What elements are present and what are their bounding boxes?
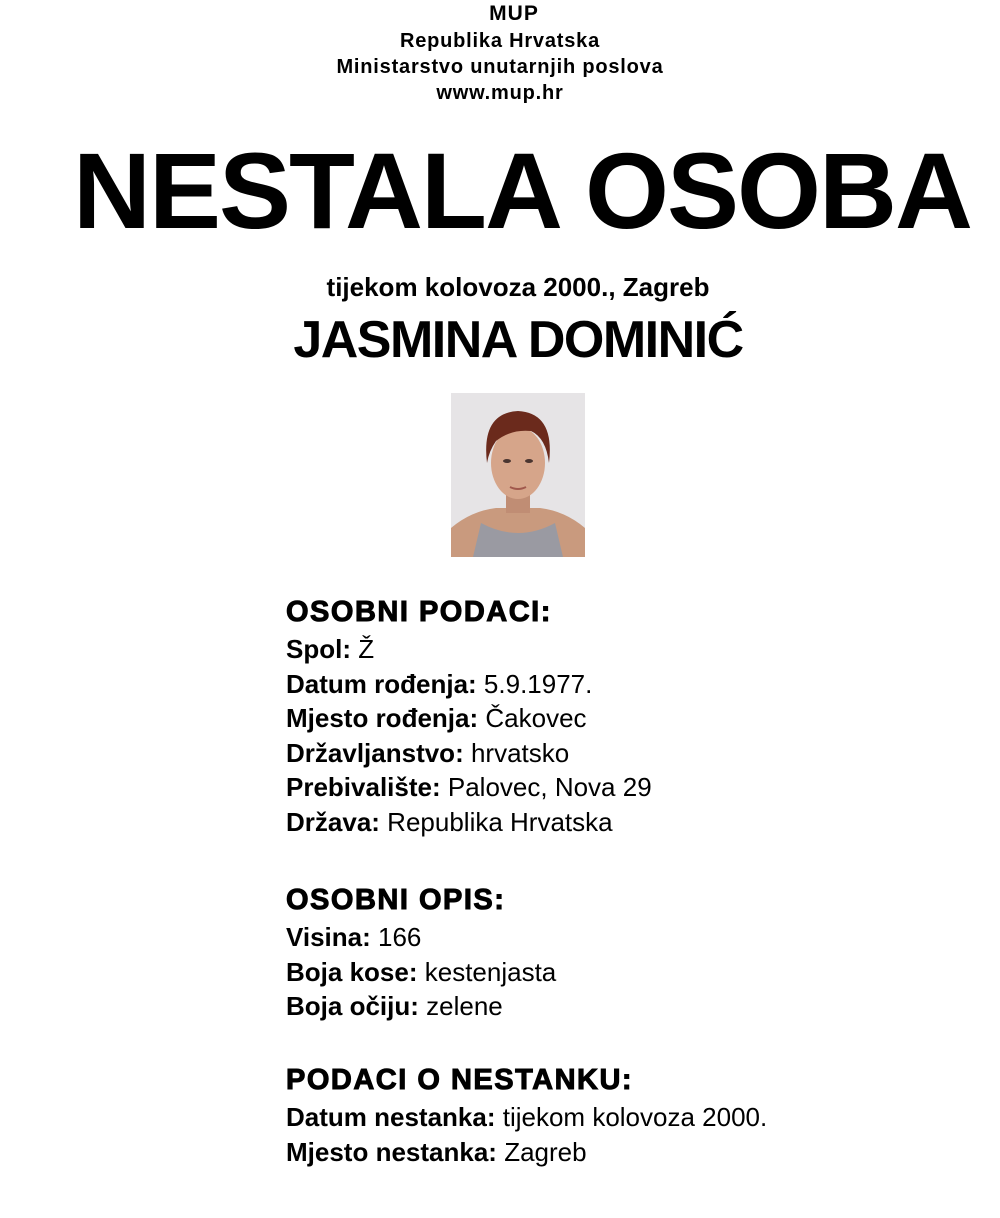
section-heading: OSOBNI OPIS:	[286, 884, 506, 916]
ministry-name: Ministarstvo unutarnjih poslova	[336, 56, 664, 78]
field-sex: Spol: Ž	[286, 634, 375, 664]
website-link[interactable]: www.mup.hr	[436, 82, 564, 104]
person-name: JASMINA DOMINIĆ	[293, 311, 743, 369]
disappearance-section	[286, 1060, 767, 1169]
field-country: Država: Republika Hrvatska	[286, 806, 613, 837]
field-birth-date: Datum rođenja: 5.9.1977.	[286, 668, 593, 699]
field-missing-place: Mjesto nestanka: Zagreb	[286, 1136, 587, 1167]
country-name: Republika Hrvatska	[399, 30, 601, 52]
missing-subtitle: tijekom kolovoza 2000., Zagreb	[326, 272, 710, 302]
field-residence: Prebivalište: Palovec, Nova 29	[286, 772, 652, 802]
section-heading: PODACI O NESTANKU:	[286, 1064, 634, 1096]
personal-data-section	[286, 592, 652, 839]
section-heading: OSOBNI PODACI:	[286, 596, 552, 628]
physical-description-section	[286, 880, 556, 1024]
agency-short-name: MUP	[489, 2, 539, 25]
person-photo	[451, 393, 585, 557]
field-eye-color: Boja očiju: zelene	[286, 991, 503, 1021]
field-citizenship: Državljanstvo: hrvatsko	[286, 737, 570, 768]
field-height: Visina: 166	[286, 922, 422, 952]
page-title: NESTALA OSOBA	[72, 130, 971, 251]
field-hair-color: Boja kose: kestenjasta	[286, 956, 557, 987]
field-birth-place: Mjesto rođenja: Čakovec	[286, 703, 587, 733]
field-missing-date: Datum nestanka: tijekom kolovoza 2000.	[286, 1102, 768, 1132]
